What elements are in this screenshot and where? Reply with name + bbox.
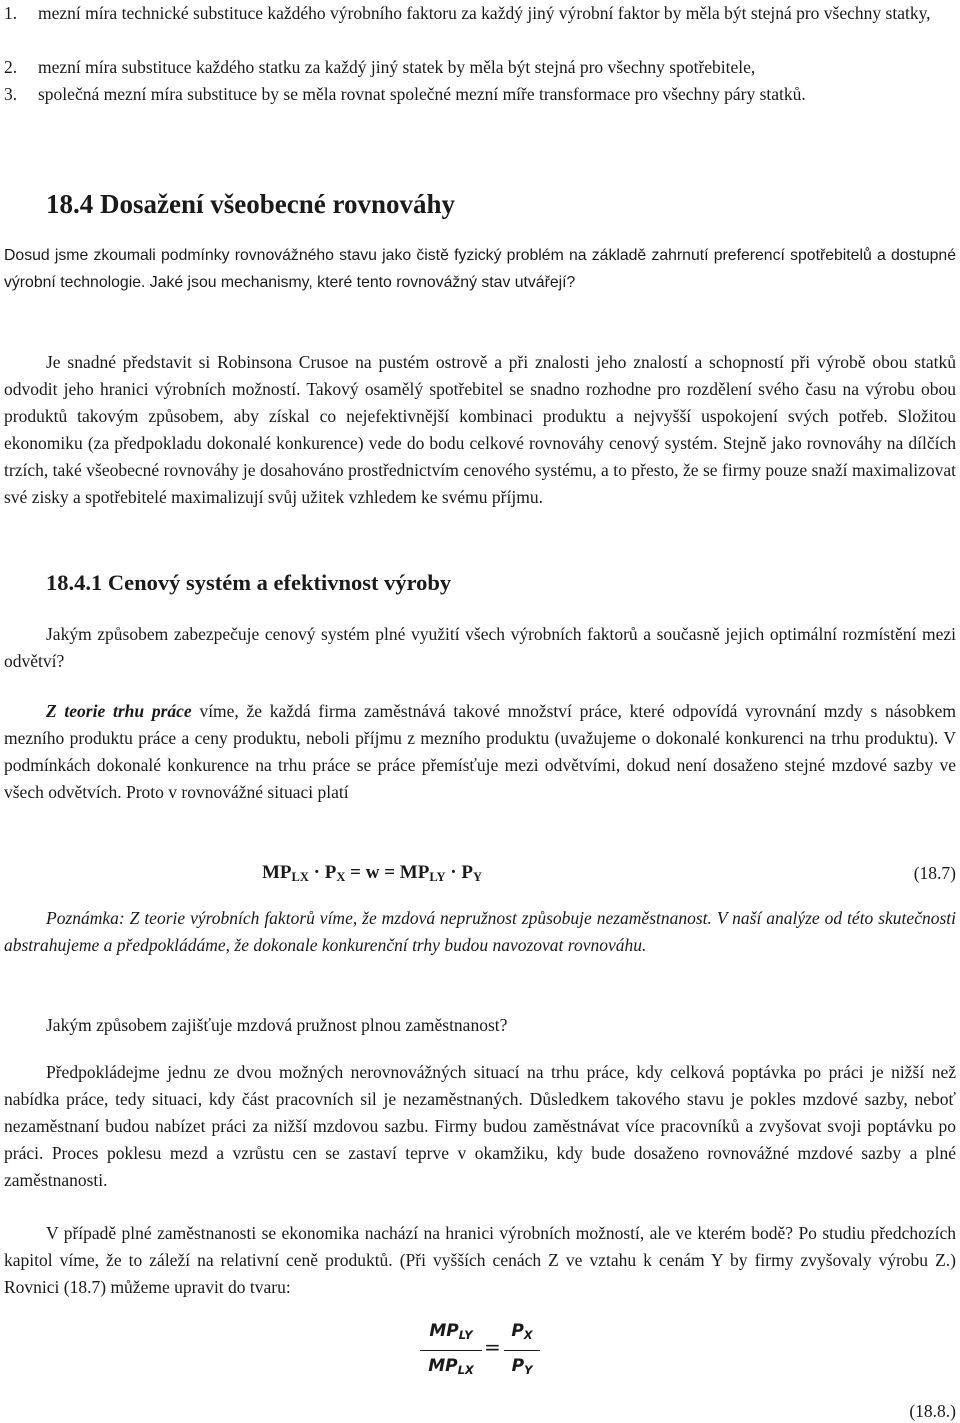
eq-term: P [511, 1356, 525, 1376]
question-paragraph: Jakým způsobem zabezpečuje cenový systém plné využití všech výrobních faktorů a současně jejich optimální rozmístění mezi odvětví? [4, 624, 956, 671]
fraction-numerator [420, 1318, 482, 1351]
list-number: 3. [4, 84, 18, 104]
labor-market-lead: Z teorie trhu práce [46, 701, 192, 721]
eq-subscript: LX [291, 870, 309, 884]
equation-number: (18.7) [913, 863, 956, 883]
list-item [0, 0, 960, 27]
question-paragraph: Jakým způsobem zajišťuje mzdová pružnost plnou zaměstnanost? [46, 1015, 508, 1035]
eq-term: · P [308, 862, 337, 883]
list-text: mezní míra substituce každého statku za každý jiný statek by měla být stejná pro všechny spotřebitele, [38, 57, 756, 77]
eq-term: MP [262, 862, 292, 883]
eq-subscript: LX [457, 1363, 474, 1377]
eq-term: · P [445, 862, 473, 883]
labor-market-text: víme, že každá firma zaměstnává takové množství práce, které odpovídá vyrovnání mzdy s násobkem mezního produktu práce a ceny produktu, neboli příjmu z mezního produktu (uvažujeme o dokonalé konkurenci na trhu produktu). V podmínkách dokonalé konkurence na trhu práce se práce přemísťuje mezi odvětvími, dokud není dosaženo stejné mzdové sazby ve všech odvětvích. Proto v rovnovážné situaci platí [4, 701, 956, 802]
eq-term: = w = MP [345, 862, 430, 883]
eq-subscript: Y [524, 1363, 533, 1377]
fraction-denominator [420, 1351, 482, 1383]
fraction-left [420, 1318, 482, 1383]
eq-subscript: X [336, 870, 346, 884]
eq-term: MP [429, 1321, 459, 1341]
eq-term: P [511, 1321, 524, 1341]
list-number: 2. [4, 57, 18, 77]
equation-number: (18.8.) [909, 1401, 956, 1421]
fraction-numerator [504, 1318, 540, 1351]
list-text: mezní míra technické substituce každého výrobního faktoru za každý jiný výrobní faktor by měla být stejná pro všechny statky, [38, 3, 931, 23]
list-text: společná mezní míra substituce by se měla rovnat společné mezní míře transformace pro všechny páry statků. [38, 84, 806, 104]
list-item [0, 81, 960, 108]
list-item [0, 54, 960, 81]
labor-market-paragraph [4, 698, 956, 806]
full-employment-paragraph: V případě plné zaměstnanosti se ekonomika nachází na hranici výrobních možností, ale ve kterém bodě? Po studiu předchozích kapitol víme, že to záleží na relativní ceně produktů. (Při vyšších cenách Z ve vztahu k cenám Y by firmy zvyšovaly výrobu Z.) Rovnici (18.7) můžeme upravit do tvaru: [4, 1223, 956, 1297]
fraction-right [504, 1318, 540, 1383]
eq-subscript: LY [429, 870, 446, 884]
intro-paragraph: Dosud jsme zkoumali podmínky rovnovážného stavu jako čistě fyzický problém na základě zahrnutí preferencí spotřebitelů a dostupné výrobní technologie. Jaké jsou mechanismy, které tento rovnovážný stav utvářejí? [4, 247, 956, 291]
note-paragraph: Poznámka: Z teorie výrobních faktorů víme, že mzdová nepružnost způsobuje nezaměstnanost. V naší analýze od této skutečnosti abstrahujeme a předpokládáme, že dokonale konkurenční trhy budou navozovat rovnováhu. [4, 908, 956, 955]
eq-subscript: LY [458, 1328, 473, 1342]
equation-18-7 [262, 859, 482, 891]
subsection-heading: 18.4.1 Cenový systém a efektivnost výroby [46, 570, 452, 595]
eq-subscript: Y [473, 870, 483, 884]
robinson-paragraph: Je snadné představit si Robinsona Crusoe na pustém ostrově a při znalosti jeho znalostí a schopností při výrobě obou statků odvodit jeho hranici výrobních možností. Takový osamělý spotřebitel se snadno rozhodne pro rozdělení svého času na výrobu obou produktů takovým způsobem, aby získal co nejefektivnější kombinaci produktu a nejvyšší uspokojení svých potřeb. Složitou ekonomiku (za předpokladu dokonalé konkurence) vede do bodu celkové rovnováhy cenový systém. Stejně jako rovnováhy na dílčích trzích, také všeobecné rovnováhy je dosahováno prostřednictvím cenového systému, a to přesto, že se firmy pouze snaží maximalizovat své zisky a spotřebitelé maximalizují svůj užitek vzhledem ke svému příjmu. [4, 352, 956, 507]
equals-sign: = [484, 1335, 501, 1359]
eq-term: MP [428, 1356, 458, 1376]
assumption-paragraph: Předpokládejme jednu ze dvou možných nerovnovážných situací na trhu práce, kdy celková poptávka po práci je nižší než nabídka práce, tedy situaci, kdy část pracovních sil je nezaměstnaných. Důsledkem takového stavu je pokles mzdové sazby, neboť nezaměstnaní budou nabízet práci za nižší mzdovou sazbu. Firmy budou zaměstnávat více pracovníků a zvyšovat svoji poptávku po práci. Proces poklesu mezd a vzrůstu cen se zastaví teprve v okamžiku, kdy bude dosaženo rovnovážné mzdové sazby a plné zaměstnanosti. [4, 1062, 956, 1190]
equation-18-8 [420, 1318, 550, 1384]
fraction-denominator [504, 1351, 540, 1383]
section-heading: 18.4 Dosažení všeobecné rovnováhy [46, 189, 455, 219]
list-number: 1. [4, 3, 18, 23]
eq-subscript: X [523, 1328, 533, 1342]
